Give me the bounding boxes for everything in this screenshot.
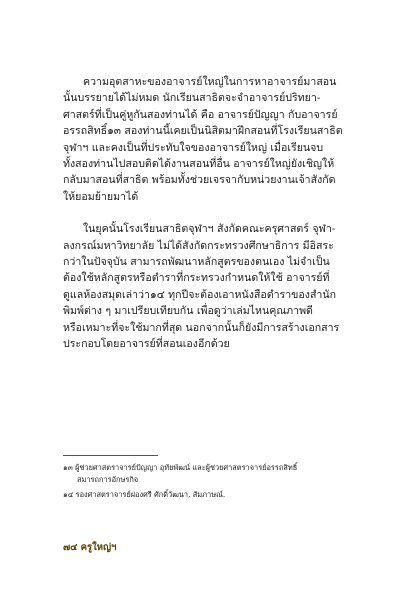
body-text — [63, 74, 345, 353]
text-line: อรรถสิทธิ์๑๓ สองท่านนี้เคยเป็นนิสิตมาฝึกสอนที่โรงเรียนสาธิต — [63, 125, 343, 138]
footnote-line: ๑๓ ผู้ช่วยศาสตราจารย์ปัญญา อุทัยพัฒน์ และผู้ช่วยศาสตราจารย์อรรถสิทธิ์ — [63, 463, 298, 472]
text-line: ประกอบโดยอาจารย์ที่สอนเองอีกด้วย — [63, 338, 230, 351]
text-line: ต้องใช้หลักสูตรหรือตำราที่กระทรวงกำหนดให้ใช้ อาจารย์ที่ — [63, 272, 330, 285]
footnote-divider — [63, 455, 158, 456]
text-line: ทั้งสองท่านไปสอบติดได้งานสอนที่อื่น อาจารย์ใหญ่ยังเชิญให้ — [63, 158, 335, 171]
footnote-line: ๑๔ รองศาสตราจารย์ผ่องศรี ศักดิ์วัฒนา, สัมภาษณ์. — [63, 490, 226, 499]
footnote-13 — [63, 462, 353, 486]
footnote-14 — [63, 489, 353, 501]
page-folio: ๗๔ ครูใหญ่ฯ — [63, 542, 117, 553]
text-line: จุฬาฯ และคงเป็นที่ประทับใจของอาจารย์ใหญ่ เมื่อเรียนจบ — [63, 141, 324, 154]
text-line: ดูแลห้องสมุดเล่าว่า๑๔ ทุกปีจะต้องเอาหนังสือตำราของสำนัก — [63, 288, 337, 301]
text-line: ในยุคนั้นโรงเรียนสาธิตจุฬาฯ สังกัดคณะครุศาสตร์ จุฬา- — [83, 223, 336, 236]
text-line: ความอุตสาหะของอาจารย์ใหญ่ในการหาอาจารย์มาสอน — [83, 76, 337, 88]
text-line: พิมพ์ต่าง ๆ มาเปรียบเทียบกัน เพื่อดูว่าเล่มไหนคุณภาพดี — [63, 305, 313, 318]
text-line: ศาสตร์ที่เป็นคู่หูกันสองท่านได้ คือ อาจารย์ปัญญา กับอาจารย์ — [63, 108, 338, 121]
text-line: กลับมาสอนที่สาธิต พร้อมทั้งช่วยเจรจากับหน่วยงานเจ้าสังกัด — [63, 174, 336, 187]
text-line: ลงกรณ์มหาวิทยาลัย ไม่ได้สังกัดกระทรวงศึกษาธิการ มีอิสระ — [63, 239, 334, 252]
text-line: กว่าในปัจจุบัน สามารถพัฒนาหลักสูตรของตนเอง ไม่จำเป็น — [63, 256, 330, 269]
footnotes — [63, 462, 353, 504]
paragraph-1 — [63, 74, 345, 205]
footnote-line: สมารถการอักษรกิจ — [77, 475, 139, 484]
text-line: ให้ยอมย้ายมาได้ — [63, 190, 139, 203]
paragraph-spacer — [63, 205, 345, 221]
paragraph-2 — [63, 221, 345, 352]
text-line: หรือเหมาะที่จะใช้มากที่สุด นอกจากนั้นก็ยังมีการสร้างเอกสาร — [63, 321, 340, 334]
text-line: นั้นบรรยายได้ไม่หมด นักเรียนสาธิตจะจำอาจารย์ปริทยา- — [63, 92, 321, 105]
